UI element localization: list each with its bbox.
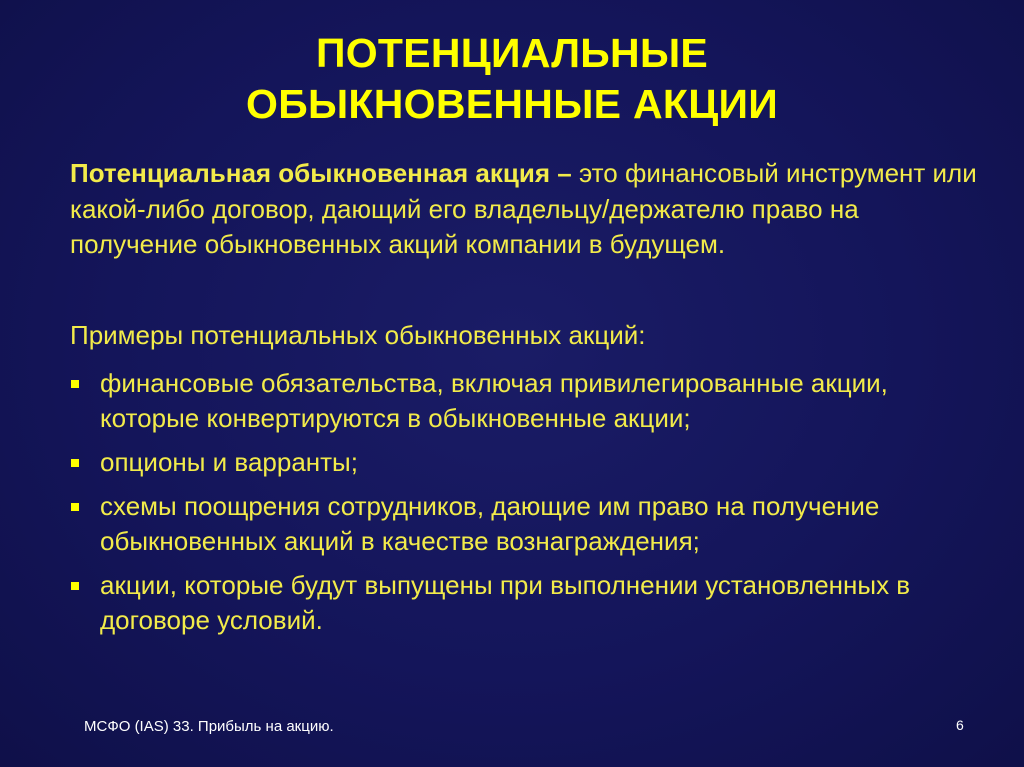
list-item-text: финансовые обязательства, включая привилегированные акции, которые конвертируются в обыкновенные акции; <box>100 368 888 433</box>
page-number: 6 <box>956 717 964 733</box>
list-item <box>70 489 970 559</box>
list-item <box>70 568 970 638</box>
examples-intro: Примеры потенциальных обыкновенных акций: <box>70 320 646 350</box>
list-item-text: опционы и варранты; <box>100 447 358 477</box>
list-item-text: схемы поощрения сотрудников, дающие им право на получение обыкновенных акций в качестве вознаграждения; <box>100 491 880 556</box>
list-item <box>70 445 970 480</box>
square-bullet-icon <box>71 582 79 590</box>
list-item-text: акции, которые будут выпущены при выполнении установленных в договоре условий. <box>100 570 911 635</box>
footer-caption: МСФО (IAS) 33. Прибыль на акцию. <box>84 718 334 735</box>
square-bullet-icon <box>71 459 79 467</box>
slide-title-line-2: ОБЫКНОВЕННЫЕ АКЦИИ <box>246 81 778 127</box>
square-bullet-icon <box>71 503 79 511</box>
definition-paragraph <box>70 156 985 263</box>
definition-term: Потенциальная обыкновенная акция – <box>70 158 572 188</box>
examples-list <box>70 366 970 638</box>
square-bullet-icon <box>71 380 79 388</box>
slide-title <box>0 28 1024 130</box>
list-item <box>70 366 970 436</box>
slide-title-line-1: ПОТЕНЦИАЛЬНЫЕ <box>315 30 709 76</box>
definition-text: это финансовый инструмент или какой-либо договор, дающий его владельцу/держателю право на получение обыкновенных акций компании в будущем. <box>70 158 977 259</box>
